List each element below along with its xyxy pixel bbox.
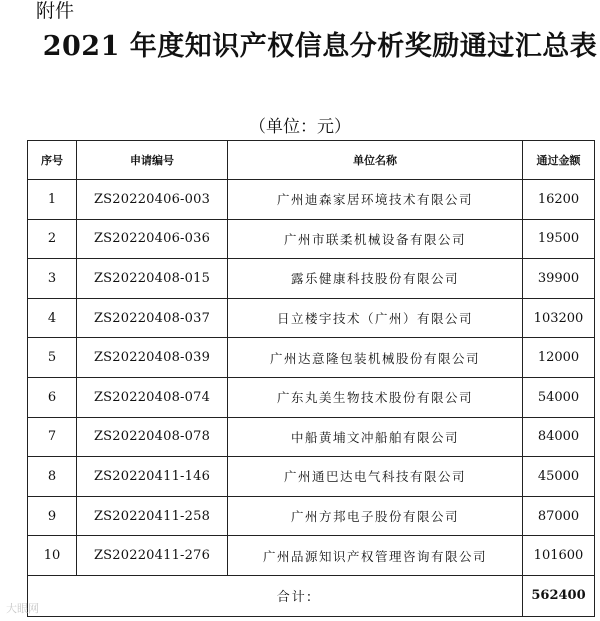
- row-amount: 19500: [523, 219, 595, 259]
- table-row: [28, 457, 595, 497]
- column-header-company: 单位名称: [228, 141, 523, 180]
- row-company: 中船黄埔文冲船舶有限公司: [228, 417, 523, 457]
- row-no: 4: [28, 298, 77, 338]
- total-value: 562400: [523, 575, 595, 616]
- row-code: ZS20220411-276: [77, 536, 228, 576]
- row-amount: 16200: [523, 180, 595, 220]
- row-no: 6: [28, 377, 77, 417]
- table-header-row: [28, 141, 595, 180]
- row-amount: 87000: [523, 496, 595, 536]
- row-company: 广州市联柔机械设备有限公司: [228, 219, 523, 259]
- column-header-code: 申请编号: [77, 141, 228, 180]
- row-no: 3: [28, 259, 77, 299]
- table-row: [28, 219, 595, 259]
- row-no: 8: [28, 457, 77, 497]
- row-amount: 45000: [523, 457, 595, 497]
- row-company: 广州迪森家居环境技术有限公司: [228, 180, 523, 220]
- row-amount: 54000: [523, 377, 595, 417]
- row-code: ZS20220408-039: [77, 338, 228, 378]
- row-no: 2: [28, 219, 77, 259]
- row-company: 广州通巴达电气科技有限公司: [228, 457, 523, 497]
- row-amount: 12000: [523, 338, 595, 378]
- row-no: 5: [28, 338, 77, 378]
- row-no: 9: [28, 496, 77, 536]
- row-amount: 39900: [523, 259, 595, 299]
- row-no: 7: [28, 417, 77, 457]
- table-row: [28, 298, 595, 338]
- row-code: ZS20220408-078: [77, 417, 228, 457]
- row-company: 广州方邦电子股份有限公司: [228, 496, 523, 536]
- row-company: 广州达意隆包装机械股份有限公司: [228, 338, 523, 378]
- document-title: 2021 年度知识产权信息分析奖励通过汇总表: [42, 31, 598, 62]
- row-code: ZS20220406-003: [77, 180, 228, 220]
- row-amount: 101600: [523, 536, 595, 576]
- unit-note: （单位：元）: [249, 117, 351, 137]
- row-code: ZS20220411-258: [77, 496, 228, 536]
- row-code: ZS20220408-037: [77, 298, 228, 338]
- row-code: ZS20220408-015: [77, 259, 228, 299]
- row-company: 广州品源知识产权管理咨询有限公司: [228, 536, 523, 576]
- attachment-label: 附件: [36, 0, 75, 22]
- total-label: 合计:: [28, 575, 523, 616]
- table-row: [28, 496, 595, 536]
- column-header-amount: 通过金额: [523, 141, 595, 180]
- award-summary-table: [27, 140, 595, 617]
- row-code: ZS20220406-036: [77, 219, 228, 259]
- row-company: 广东丸美生物技术股份有限公司: [228, 377, 523, 417]
- watermark: 大眼网: [6, 602, 39, 615]
- column-header-no: 序号: [28, 141, 77, 180]
- table-row: [28, 536, 595, 576]
- table-row: [28, 377, 595, 417]
- table-row: [28, 259, 595, 299]
- row-amount: 103200: [523, 298, 595, 338]
- row-company: 日立楼宇技术（广州）有限公司: [228, 298, 523, 338]
- row-code: ZS20220411-146: [77, 457, 228, 497]
- table-row: [28, 417, 595, 457]
- row-amount: 84000: [523, 417, 595, 457]
- table-row: [28, 338, 595, 378]
- total-row: [28, 575, 595, 616]
- row-company: 露乐健康科技股份有限公司: [228, 259, 523, 299]
- table-row: [28, 180, 595, 220]
- row-code: ZS20220408-074: [77, 377, 228, 417]
- row-no: 10: [28, 536, 77, 576]
- row-no: 1: [28, 180, 77, 220]
